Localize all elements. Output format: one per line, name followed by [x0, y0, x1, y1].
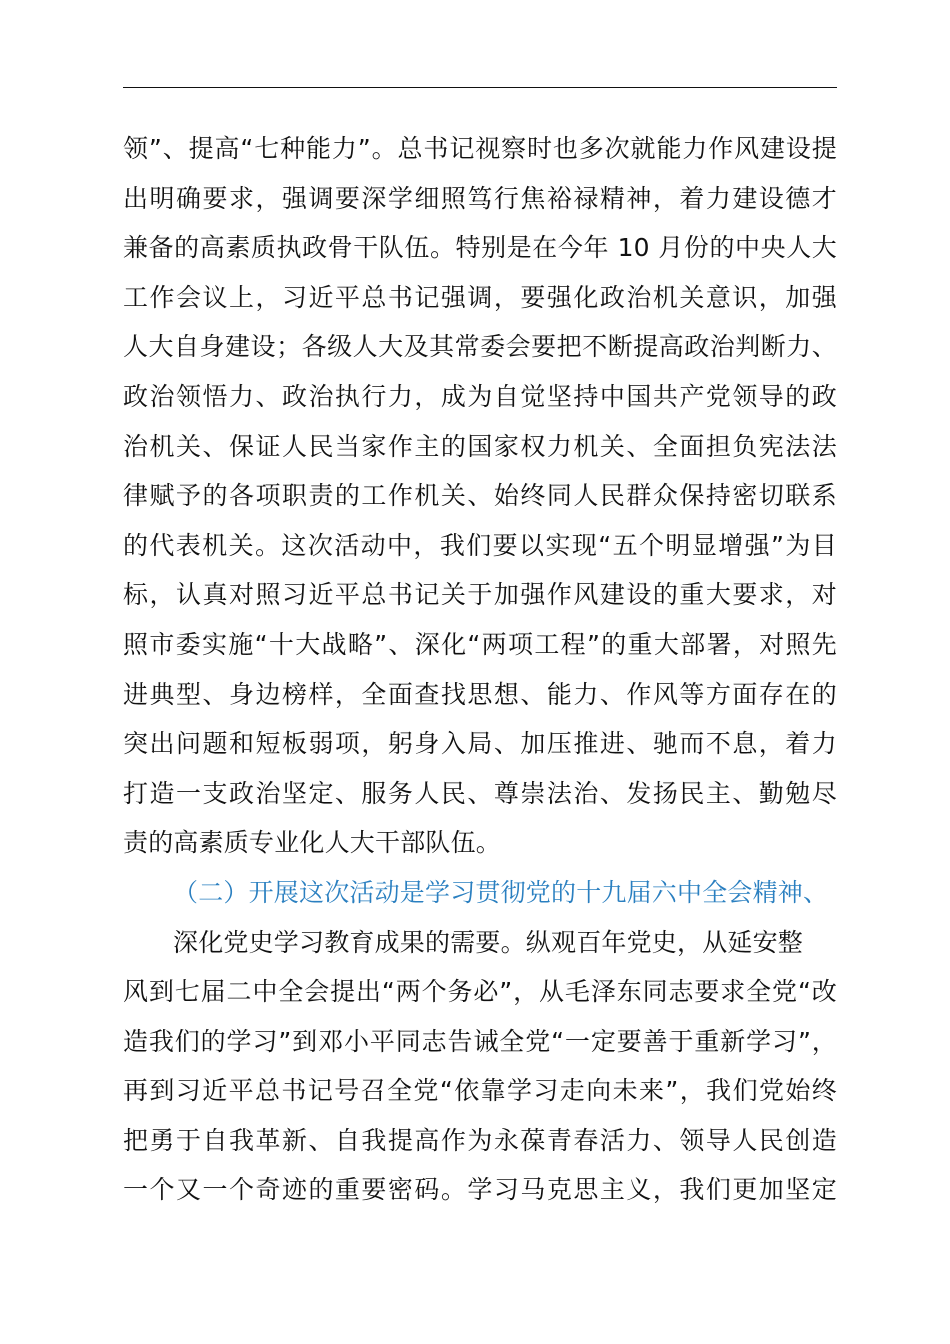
- text-line: 责的高素质专业化人大干部队伍。: [123, 828, 502, 858]
- text-line: 出明确要求，强调要深学细照笃行焦裕禄精神，着力建设德才: [123, 183, 837, 213]
- text-line: 兼备的高素质执政骨干队伍。特别是在今年 10 月份的中央人大: [123, 233, 837, 263]
- section-heading: （二）开展这次活动是学习贯彻党的十九届六中全会精神、: [173, 877, 829, 907]
- text-line: 深化党史学习教育成果的需要。纵观百年党史，从延安整: [173, 927, 804, 957]
- text-line: 政治领悟力、政治执行力，成为自觉坚持中国共产党领导的政: [123, 381, 837, 411]
- text-line: 工作会议上，习近平总书记强调，要强化政治机关意识，加强: [123, 282, 837, 312]
- text-line: 风到七届二中全会提出“两个务必”，从毛泽东同志要求全党“改: [123, 977, 837, 1007]
- text-line: 的代表机关。这次活动中，我们要以实现“五个明显增强”为目: [123, 530, 837, 560]
- text-line: 治机关、保证人民当家作主的国家权力机关、全面担负宪法法: [123, 431, 837, 461]
- text-line: 律赋予的各项职责的工作机关、始终同人民群众保持密切联系: [123, 481, 837, 511]
- text-line: 打造一支政治坚定、服务人民、尊崇法治、发扬民主、勤勉尽: [123, 778, 837, 808]
- text-line: 进典型、身边榜样，全面查找思想、能力、作风等方面存在的: [123, 679, 837, 709]
- text-line: 人大自身建设；各级人大及其常委会要把不断提高政治判断力、: [123, 332, 837, 362]
- text-line: 照市委实施“十大战略”、深化“两项工程”的重大部署，对照先: [123, 629, 837, 659]
- header-rule: [123, 87, 837, 88]
- text-line: 再到习近平总书记号召全党“依靠学习走向未来”，我们党始终: [123, 1076, 837, 1106]
- body-text: [123, 124, 837, 1215]
- text-line: 突出问题和短板弱项，躬身入局、加压推进、驰而不息，着力: [123, 729, 837, 759]
- text-line: 一个又一个奇迹的重要密码。学习马克思主义，我们更加坚定: [123, 1175, 837, 1205]
- text-line: 领”、提高“七种能力”。总书记视察时也多次就能力作风建设提: [123, 134, 837, 163]
- text-line: 把勇于自我革新、自我提高作为永葆青春活力、领导人民创造: [123, 1125, 837, 1155]
- text-line: 标，认真对照习近平总书记关于加强作风建设的重大要求，对: [123, 580, 837, 610]
- text-line: 造我们的学习”到邓小平同志告诫全党“一定要善于重新学习”，: [123, 1026, 837, 1056]
